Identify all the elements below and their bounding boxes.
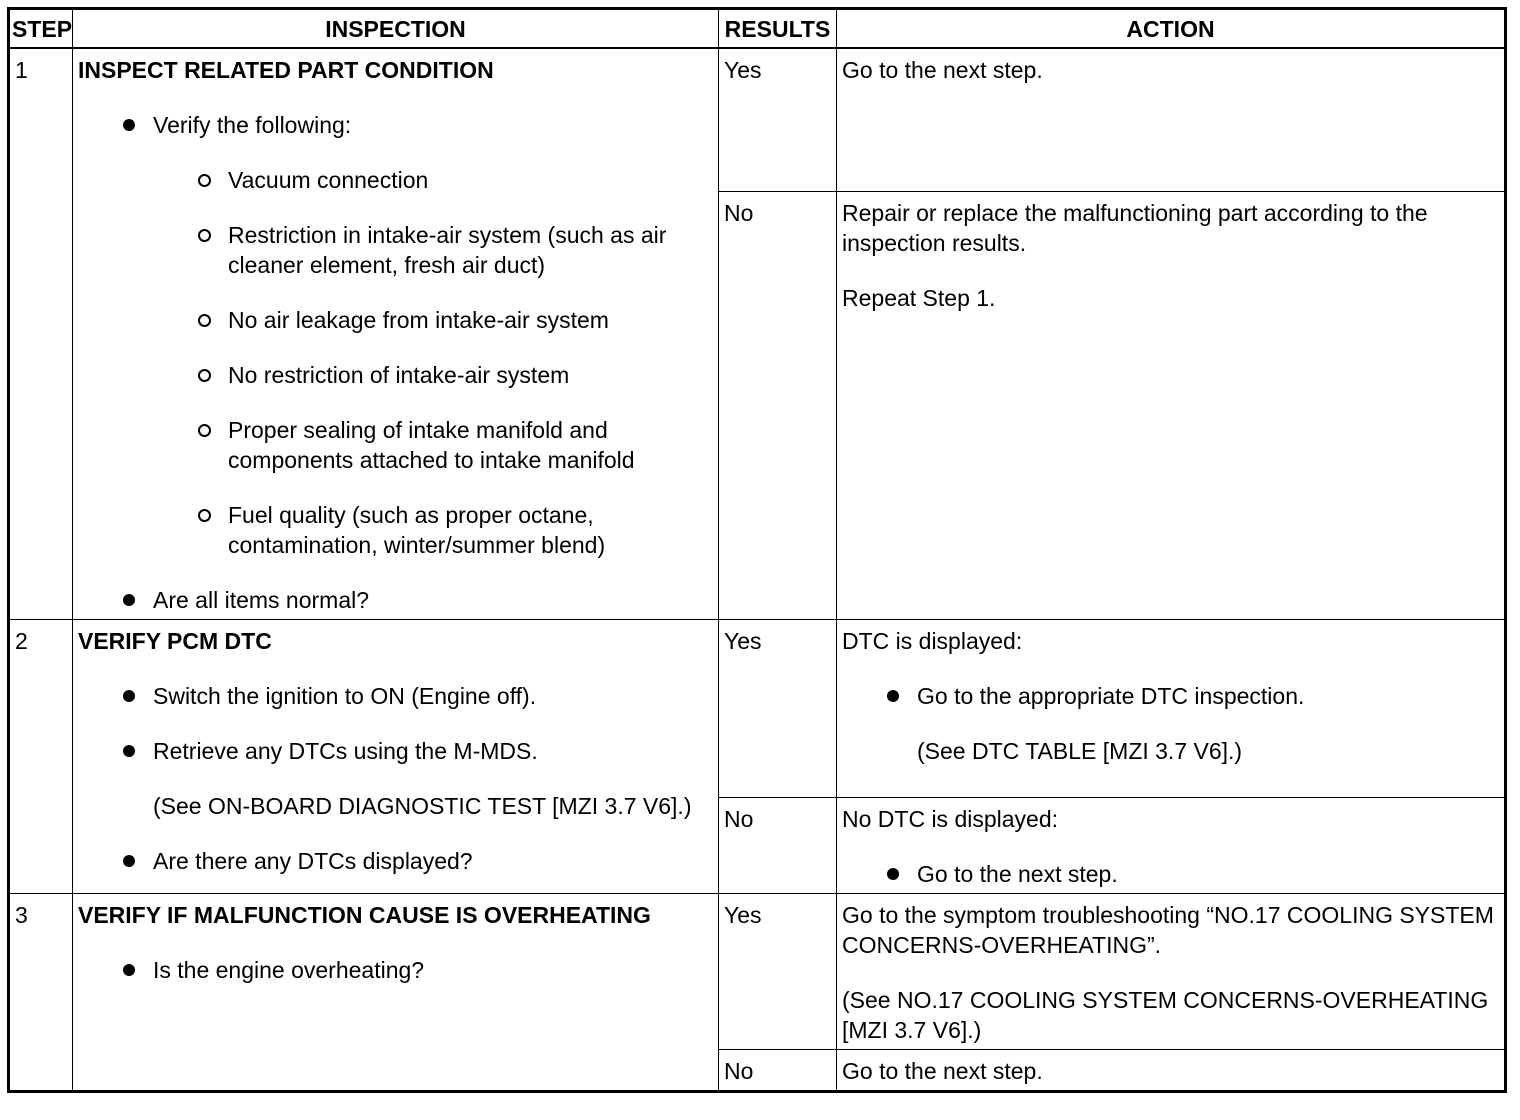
step1-yes-row xyxy=(9,48,1506,191)
step3-bullets xyxy=(78,955,713,985)
step2-action-yes xyxy=(837,620,1506,798)
step2-bullets xyxy=(78,681,713,766)
step3-action-no: Go to the next step. xyxy=(837,1050,1506,1092)
step3-inspection xyxy=(73,894,719,1092)
step2-number: 2 xyxy=(9,620,73,894)
step1-bullet-verify xyxy=(153,110,713,560)
step2-result-yes: Yes xyxy=(719,620,837,798)
step3-bullet: Is the engine overheating? xyxy=(153,955,713,985)
step1-action-yes: Go to the next step. xyxy=(837,48,1506,191)
step2-yes-row xyxy=(9,620,1506,798)
step1-result-yes: Yes xyxy=(719,48,837,191)
step2-bullet-question: Are there any DTCs displayed? xyxy=(153,846,713,876)
header-action: ACTION xyxy=(837,9,1506,49)
step2-action-no xyxy=(837,798,1506,894)
step1-result-no: No xyxy=(719,191,837,620)
step2-no-bullet: Go to the next step. xyxy=(917,859,1499,889)
step1-inspection xyxy=(73,48,719,620)
step1-sub-item: No restriction of intake-air system xyxy=(228,360,713,390)
step1-bullet-question: Are all items normal? xyxy=(153,585,713,615)
step1-sub-item: Restriction in intake-air system (such as air cleaner element, fresh air duct) xyxy=(228,220,713,280)
step2-bullet: Switch the ignition to ON (Engine off). xyxy=(153,681,713,711)
step2-yes-bullet xyxy=(917,681,1499,766)
step3-yes-note: (See NO.17 COOLING SYSTEM CONCERNS-OVERHEATING [MZI 3.7 V6].) xyxy=(842,987,1489,1043)
step2-yes-bullets xyxy=(842,681,1499,766)
step1-sub-list xyxy=(153,165,713,560)
step2-bullets-question xyxy=(78,846,713,876)
step3-number: 3 xyxy=(9,894,73,1092)
step2-yes-intro: DTC is displayed: xyxy=(842,628,1023,654)
step1-title: INSPECT RELATED PART CONDITION xyxy=(78,57,494,83)
step3-action-yes xyxy=(837,894,1506,1050)
step1-no-action-repeat: Repeat Step 1. xyxy=(842,284,996,311)
step2-no-bullets xyxy=(842,859,1499,889)
step3-yes-action: Go to the symptom troubleshooting “NO.17 COOLING SYSTEM CONCERNS-OVERHEATING”. xyxy=(842,902,1494,958)
header-inspection: INSPECTION xyxy=(73,9,719,49)
step2-title: VERIFY PCM DTC xyxy=(78,628,272,654)
step3-result-no: No xyxy=(719,1050,837,1092)
step2-bullet: Retrieve any DTCs using the M-MDS. xyxy=(153,736,713,766)
step1-sub-item: Proper sealing of intake manifold and components attached to intake manifold xyxy=(228,415,713,475)
header-step: STEP xyxy=(9,9,73,49)
step1-number: 1 xyxy=(9,48,73,620)
step1-no-action-text: Repair or replace the malfunctioning part according to the inspection results. xyxy=(842,199,1428,256)
header-results: RESULTS xyxy=(719,9,837,49)
step1-sub-item: No air leakage from intake-air system xyxy=(228,305,713,335)
header-row xyxy=(9,9,1506,49)
step3-yes-row xyxy=(9,894,1506,1050)
step2-no-intro: No DTC is displayed: xyxy=(842,806,1059,832)
step2-yes-bullet-text: Go to the appropriate DTC inspection. xyxy=(917,683,1305,709)
step3-result-yes: Yes xyxy=(719,894,837,1050)
step1-sub-item: Vacuum connection xyxy=(228,165,713,195)
diagnostic-table xyxy=(7,7,1507,1093)
step1-action-no xyxy=(837,191,1506,620)
step1-bullet-verify-text: Verify the following: xyxy=(153,112,352,138)
step1-sub-item: Fuel quality (such as proper octane, contamination, winter/summer blend) xyxy=(228,500,713,560)
step2-result-no: No xyxy=(719,798,837,894)
step1-bullets xyxy=(78,110,713,615)
step2-yes-note: (See DTC TABLE [MZI 3.7 V6].) xyxy=(917,738,1243,764)
step3-title: VERIFY IF MALFUNCTION CAUSE IS OVERHEATING xyxy=(78,902,651,928)
step2-inspection xyxy=(73,620,719,894)
step2-note: (See ON-BOARD DIAGNOSTIC TEST [MZI 3.7 V6].) xyxy=(153,793,692,819)
